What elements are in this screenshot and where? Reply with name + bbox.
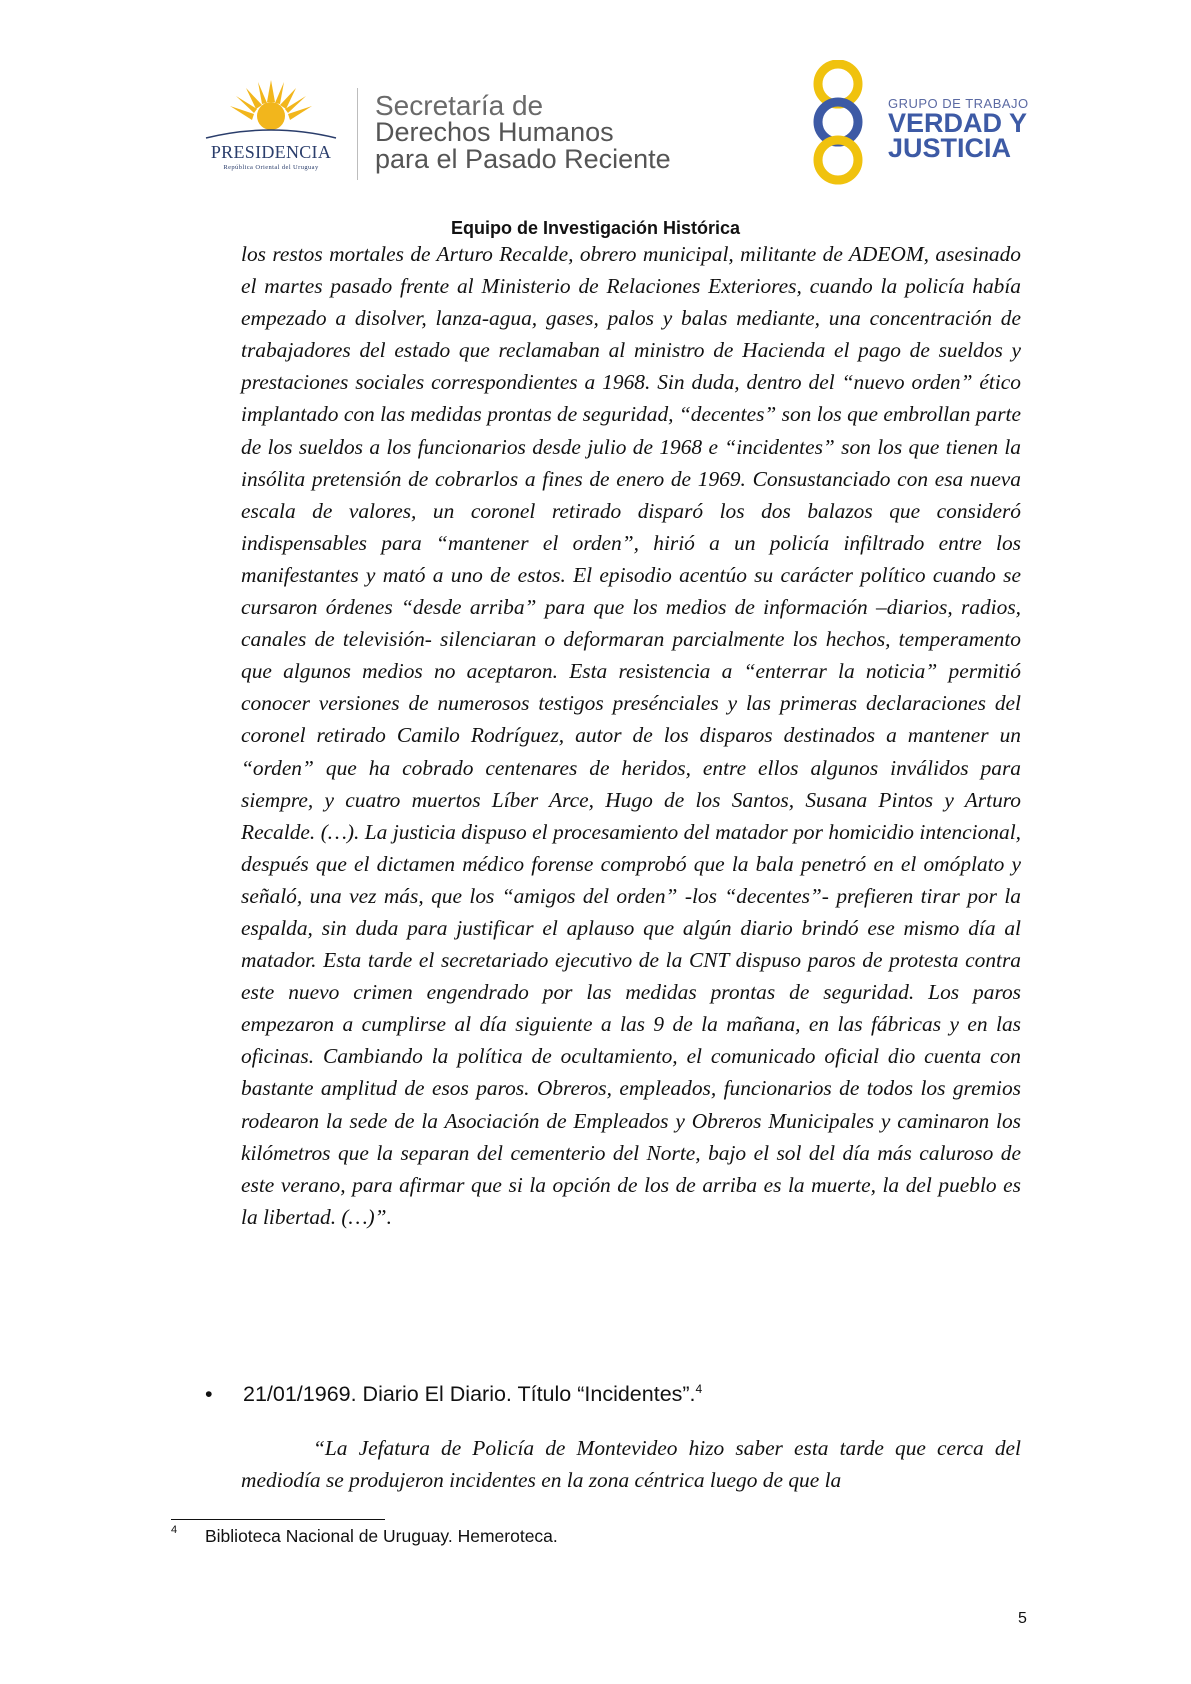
bullet-text: 21/01/1969. Diario El Diario. Título “Incidentes”. [243,1382,696,1407]
presidencia-logo [196,78,346,178]
secretaria-line1: Secretaría de [375,90,544,121]
bullet-text-wrapper [243,1382,702,1407]
quote-paragraph: los restos mortales de Arturo Recalde, obrero municipal, militante de ADEOM, asesinado el martes pasado frente al Ministerio de Relaciones Exteriores, cuando la policía había empezado a disolver, lanza-agua, gases, palos y balas mediante, una concentración de trabajadores del estado que reclamaban al ministro de Hacienda el pago de sueldos y prestaciones sociales correspondientes a 1968. Sin duda, dentro del “nuevo orden” ético implantado con las medidas prontas de seguridad, “decentes” son los que embrollan parte de los sueldos a los funcionarios desde julio de 1968 e “incidentes” son los que tienen la insólita pretensión de cobrarlos a fines de enero de 1969. Consustanciado con esa nueva escala de valores, un coronel retirado disparó los dos balazos que consideró indispensables para “mantener el orden”, hirió a un policía infiltrado entre los manifestantes y mató a uno de estos. El episodio acentúo su carácter político cuando se cursaron órdenes “desde arriba” para que los medios de información –diarios, radios, canales de televisión- silenciaran o deformaran parcialmente los hechos, temperamento que algunos medios no aceptaron. Esta resistencia a “enterrar la noticia” permitió conocer versiones de numerosos testigos presénciales y las primeras declaraciones del coronel retirado Camilo Rodríguez, autor de los disparos destinados a mantener un “orden” que ha cobrado centenares de heridos, entre ellos algunos inválidos para siempre, y cuatro muertos Líber Arce, Hugo de los Santos, Susana Pintos y Arturo Recalde. (…). La justicia dispuso el procesamiento del matador por homicidio intencional, después que el dictamen médico forense comprobó que la bala penetró en el omóplato y señaló, una vez más, que los “amigos del orden” -los “decentes”- prefieren tirar por la espalda, sin duda para justificar el aplauso que algún diario brindó ese mismo día al matador. Esta tarde el secretariado ejecutivo de la CNT dispuso paros de protesta contra este nuevo crimen engendrado por las medidas prontas de seguridad. Los paros empezaron a cumplirse al día siguiente a las 9 de la mañana, en las fábricas y en las oficinas. Cambiando la política de ocultamiento, el comunicado oficial dio cuenta con bastante amplitud de esos paros. Obreros, empleados, funcionarios de todos los gremios rodearon la sede de la Asociación de Empleados y Obreros Municipales y caminaron los kilómetros que la separan del cementerio del Norte, bajo el sol del día más caluroso de este verano, para afirmar que si la opción de los de arriba es la muerte, la del pueblo es la libertad. (…)”. [241,242,1021,1229]
footnote-number: 4 [171,1524,178,1536]
header-divider [357,88,358,180]
grupo-trabajo-line1: GRUPO DE TRABAJO [888,96,1029,111]
footnote-ref: 4 [695,1382,703,1396]
team-title: Equipo de Investigación Histórica [450,218,741,238]
quote2-paragraph: “La Jefatura de Policía de Montevideo hizo saber esta tarde que cerca del mediodía se produjeron incidentes en la zona céntrica luego de que la [241,1436,1021,1492]
page-header [0,0,1191,200]
linked-rings-icon [810,60,890,190]
secretaria-logo-text [375,92,671,173]
presidencia-subtitle: República Oriental del Uruguay [223,164,319,171]
grupo-trabajo-line3: JUSTICIA [888,133,1012,163]
bullet-marker: • [205,1382,213,1406]
grupo-trabajo-line2: VERDAD Y [888,108,1028,138]
sun-icon [196,78,346,148]
secretaria-line2: Derechos Humanos [375,117,614,147]
page-number: 5 [1018,1610,1027,1627]
secretaria-line3: para el Pasado Reciente [375,144,671,174]
footnote-separator [171,1519,385,1520]
grupo-trabajo-logo [810,60,1050,190]
presidencia-name: PRESIDENCIA [210,142,332,162]
footnote-text: Biblioteca Nacional de Uruguay. Hemeroteca. [205,1526,558,1546]
